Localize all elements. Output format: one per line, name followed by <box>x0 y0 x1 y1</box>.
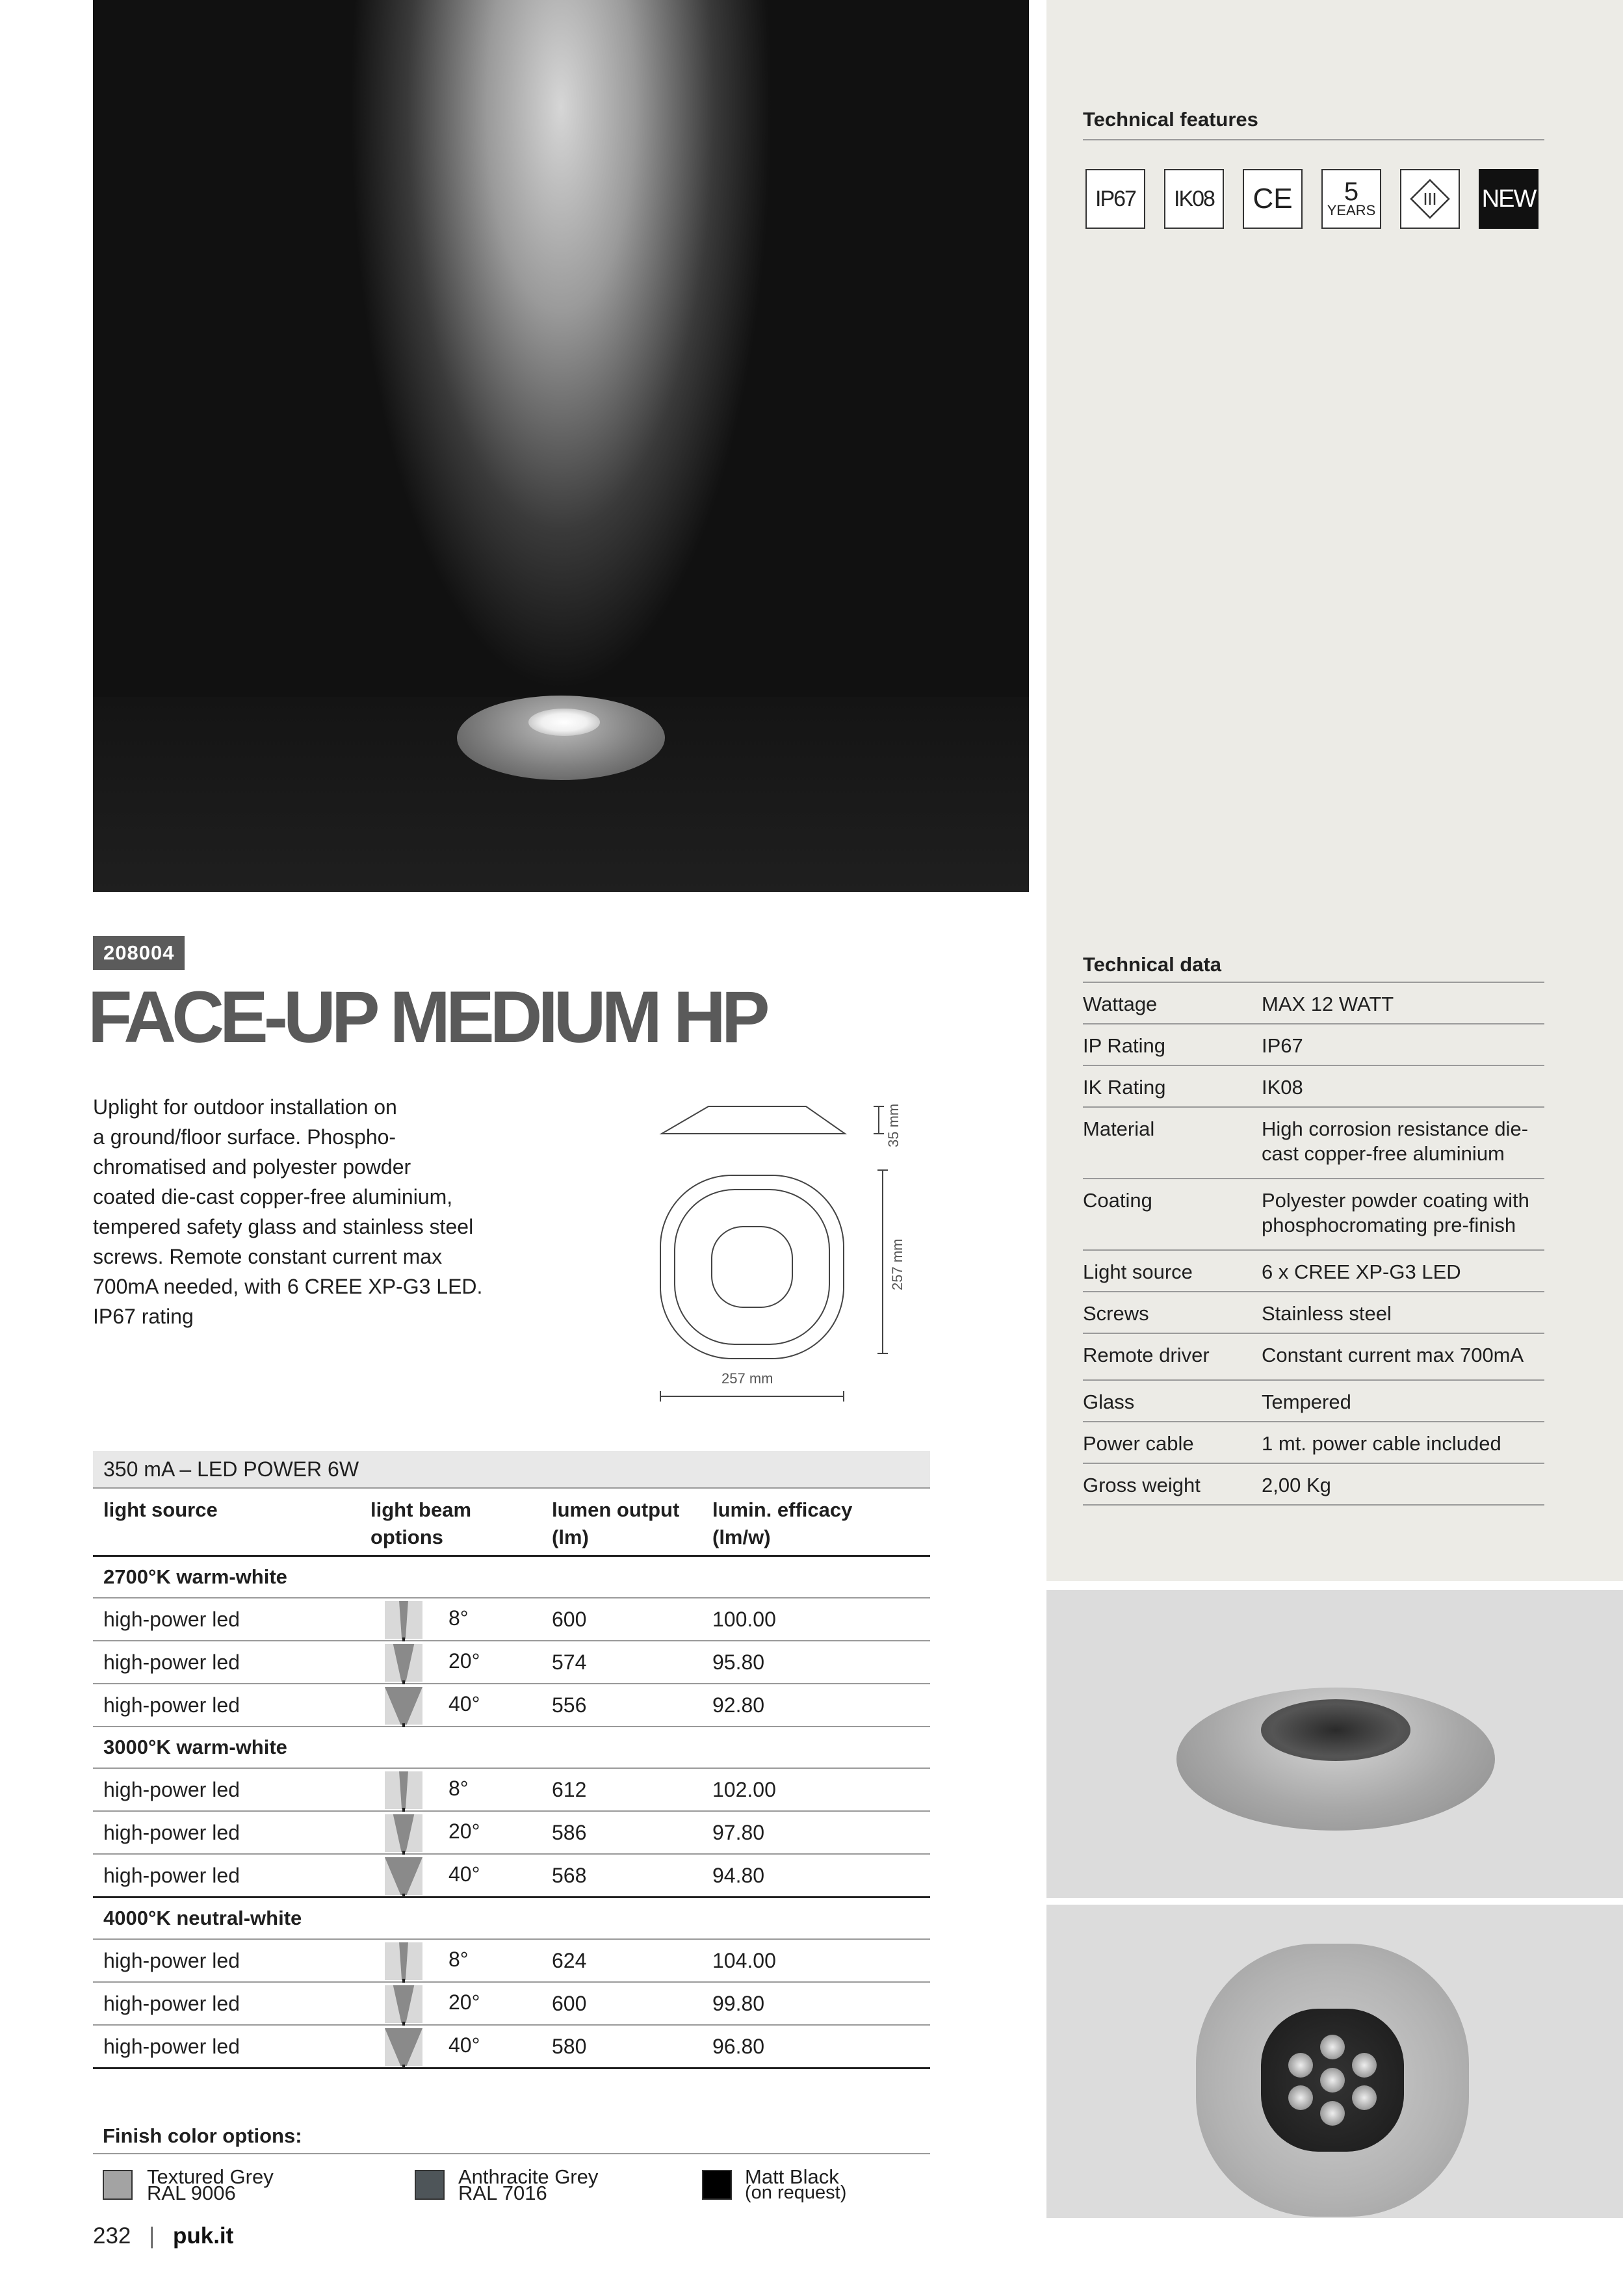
beam-8-icon <box>385 1771 422 1809</box>
led-dot <box>1320 2035 1345 2059</box>
led-module <box>1261 1699 1410 1761</box>
tech-value: High corrosion resistance die-cast copper-free aluminium <box>1262 1117 1529 1165</box>
tech-key: Wattage <box>1083 993 1158 1015</box>
page-number: 232 <box>93 2223 131 2249</box>
cell-lumen: 600 <box>552 1991 587 2015</box>
beam-label: 40° <box>448 1692 480 1715</box>
cell-source: high-power led <box>103 1820 240 1844</box>
site-link[interactable]: puk.it <box>172 2223 234 2249</box>
table-row <box>93 1684 930 1727</box>
table-row <box>93 1598 930 1641</box>
beam-label: 20° <box>448 1990 480 2014</box>
cell-efficacy: 92.80 <box>712 1693 765 1717</box>
warranty-badge: 5 YEARS <box>1321 169 1381 229</box>
tech-key: Gross weight <box>1083 1474 1201 1496</box>
table-row <box>93 1769 930 1812</box>
technical-data-title: Technical data <box>1083 953 1222 976</box>
cell-source: high-power led <box>103 1863 240 1887</box>
beam-8-icon <box>385 1601 422 1639</box>
product-photo-side <box>1046 1590 1623 1898</box>
cell-efficacy: 96.80 <box>712 2034 765 2058</box>
ce-mark-badge: CE <box>1243 169 1303 229</box>
swatch-textured-grey <box>103 2170 133 2200</box>
tech-key: Coating <box>1083 1189 1152 1212</box>
table-row <box>93 1855 930 1898</box>
cell-efficacy: 99.80 <box>712 1991 765 2015</box>
table-row <box>93 1812 930 1855</box>
beam-label: 8° <box>448 1777 469 1800</box>
cell-lumen: 574 <box>552 1650 587 1674</box>
description-line: coated die-cast copper-free aluminium, <box>93 1185 453 1208</box>
tech-row-light-source <box>1083 1251 1544 1292</box>
led-module <box>1261 2009 1404 2152</box>
beam-label: 20° <box>448 1649 480 1673</box>
description-line: Uplight for outdoor installation on <box>93 1095 397 1119</box>
footer-separator: | <box>149 2223 155 2249</box>
cell-efficacy: 100.00 <box>712 1607 776 1631</box>
header-light-source: light source <box>103 1498 218 1521</box>
product-description <box>93 1092 587 1331</box>
cell-lumen: 580 <box>552 2034 587 2058</box>
header-light-beam: light beam options <box>370 1498 472 1548</box>
technical-features-rule <box>1083 139 1544 140</box>
led-dot <box>1352 2085 1377 2110</box>
tech-row-gross-weight <box>1083 1464 1544 1506</box>
beam-20-icon <box>385 1814 422 1852</box>
fixture-top-view <box>1196 1944 1469 2217</box>
technical-features-title: Technical features <box>1083 108 1258 131</box>
finish-option-1: Textured Grey RAL 9006 <box>147 2165 274 2204</box>
group-3000k: 3000°K warm-white <box>93 1727 930 1769</box>
lumen-table <box>93 1451 930 2069</box>
description-line: a ground/floor surface. Phospho- <box>93 1125 396 1149</box>
cell-lumen: 586 <box>552 1820 587 1844</box>
beam-8-icon <box>385 1942 422 1980</box>
beam-20-icon <box>385 1644 422 1682</box>
finish-title: Finish color options: <box>103 2124 302 2147</box>
table-row <box>93 1641 930 1684</box>
tech-value: IK08 <box>1262 1076 1303 1099</box>
tech-row-wattage <box>1083 983 1544 1024</box>
product-photo-top <box>1046 1905 1623 2218</box>
led-dot <box>1320 2068 1345 2093</box>
cell-efficacy: 104.00 <box>712 1948 776 1972</box>
tech-row-power-cable <box>1083 1422 1544 1464</box>
beam-40-icon <box>385 1857 422 1895</box>
fixture-side-view <box>1176 1688 1495 1831</box>
product-code-badge: 208004 <box>93 936 185 970</box>
tech-value: 2,00 Kg <box>1262 1474 1331 1496</box>
description-line: tempered safety glass and stainless steel <box>93 1215 474 1238</box>
tech-row-ik-rating <box>1083 1066 1544 1108</box>
width-dimension-label: 257 mm <box>721 1370 773 1387</box>
description-line: 700mA needed, with 6 CREE XP-G3 LED. <box>93 1275 483 1298</box>
tech-key: IK Rating <box>1083 1076 1166 1099</box>
beam-label: 20° <box>448 1820 480 1843</box>
lumen-table-band: 350 mA – LED POWER 6W <box>93 1451 930 1487</box>
table-row <box>93 1983 930 2026</box>
cell-lumen: 556 <box>552 1693 587 1717</box>
tech-row-material <box>1083 1108 1544 1179</box>
beam-20-icon <box>385 1985 422 2023</box>
cell-source: high-power led <box>103 1948 240 1972</box>
table-row <box>93 1940 930 1983</box>
beam-40-icon <box>385 2028 422 2066</box>
finish-option-3: Matt Black (on request) <box>745 2165 847 2203</box>
ik08-badge: IK08 <box>1164 169 1224 229</box>
tech-row-ip-rating <box>1083 1024 1544 1066</box>
tech-row-screws <box>1083 1292 1544 1334</box>
cell-lumen: 568 <box>552 1863 587 1887</box>
tech-key: IP Rating <box>1083 1034 1165 1057</box>
tech-value: Tempered <box>1262 1390 1351 1413</box>
cell-efficacy: 95.80 <box>712 1650 765 1674</box>
tech-key: Light source <box>1083 1260 1193 1283</box>
led-dot <box>1352 2053 1377 2078</box>
beam-label: 8° <box>448 1948 469 1971</box>
led-dot <box>1320 2101 1345 2126</box>
cell-source: high-power led <box>103 1650 240 1674</box>
depth-dimension-label: 257 mm <box>889 1238 905 1290</box>
tech-value: Constant current max 700mA <box>1262 1344 1524 1366</box>
description-line: screws. Remote constant current max <box>93 1245 443 1268</box>
led-dot <box>1288 2053 1313 2078</box>
cell-lumen: 624 <box>552 1948 587 1972</box>
swatch-matt-black <box>702 2170 732 2200</box>
tech-row-remote-driver <box>1083 1334 1544 1381</box>
page-footer <box>93 2223 233 2249</box>
table-row <box>93 2026 930 2069</box>
tech-row-glass <box>1083 1381 1544 1422</box>
tech-value: Stainless steel <box>1262 1302 1392 1325</box>
tech-value: MAX 12 WATT <box>1262 993 1394 1015</box>
tech-key: Glass <box>1083 1390 1135 1413</box>
tech-key: Material <box>1083 1117 1155 1140</box>
description-line: IP67 rating <box>93 1305 194 1328</box>
group-4000k: 4000°K neutral-white <box>93 1898 930 1940</box>
beam-label: 40° <box>448 2033 480 2057</box>
cell-lumen: 600 <box>552 1607 587 1631</box>
description-line: chromatised and polyester powder <box>93 1155 411 1179</box>
cell-source: high-power led <box>103 1693 240 1717</box>
ip67-badge: IP67 <box>1085 169 1145 229</box>
led-glow <box>528 709 600 736</box>
height-dimension-label: 35 mm <box>885 1103 902 1147</box>
cell-efficacy: 102.00 <box>712 1777 776 1801</box>
finish-option-2: Anthracite Grey RAL 7016 <box>458 2165 599 2204</box>
group-2700k: 2700°K warm-white <box>93 1557 930 1598</box>
beam-40-icon <box>385 1687 422 1725</box>
cell-source: high-power led <box>103 2034 240 2058</box>
cell-lumen: 612 <box>552 1777 587 1801</box>
cell-source: high-power led <box>103 1991 240 2015</box>
technical-data-table <box>1083 982 1544 1506</box>
beam-label: 8° <box>448 1606 469 1630</box>
cell-efficacy: 94.80 <box>712 1863 765 1887</box>
lumen-table-header <box>93 1487 930 1557</box>
new-badge: NEW <box>1479 169 1539 229</box>
tech-value: 6 x CREE XP-G3 LED <box>1262 1260 1461 1283</box>
tech-value: Polyester powder coating with phosphocromating pre-finish <box>1262 1189 1529 1236</box>
header-efficacy: lumin. efficacy (lm/w) <box>712 1498 853 1548</box>
class-iii-icon <box>1400 169 1460 229</box>
tech-key: Power cable <box>1083 1432 1194 1455</box>
header-lumen-output: lumen output (lm) <box>552 1498 680 1548</box>
tech-value: IP67 <box>1262 1034 1303 1057</box>
cell-efficacy: 97.80 <box>712 1820 765 1844</box>
led-dot <box>1288 2085 1313 2110</box>
cell-source: high-power led <box>103 1777 240 1801</box>
tech-row-coating <box>1083 1179 1544 1251</box>
product-title: FACE-UP MEDIUM HP <box>88 976 766 1058</box>
tech-key: Remote driver <box>1083 1344 1210 1366</box>
tech-key: Screws <box>1083 1302 1149 1325</box>
beam-label: 40° <box>448 1862 480 1886</box>
hero-photo <box>93 0 1029 892</box>
swatch-anthracite-grey <box>415 2170 445 2200</box>
tech-value: 1 mt. power cable included <box>1262 1432 1501 1455</box>
finish-rule <box>93 2153 930 2154</box>
cell-source: high-power led <box>103 1607 240 1631</box>
